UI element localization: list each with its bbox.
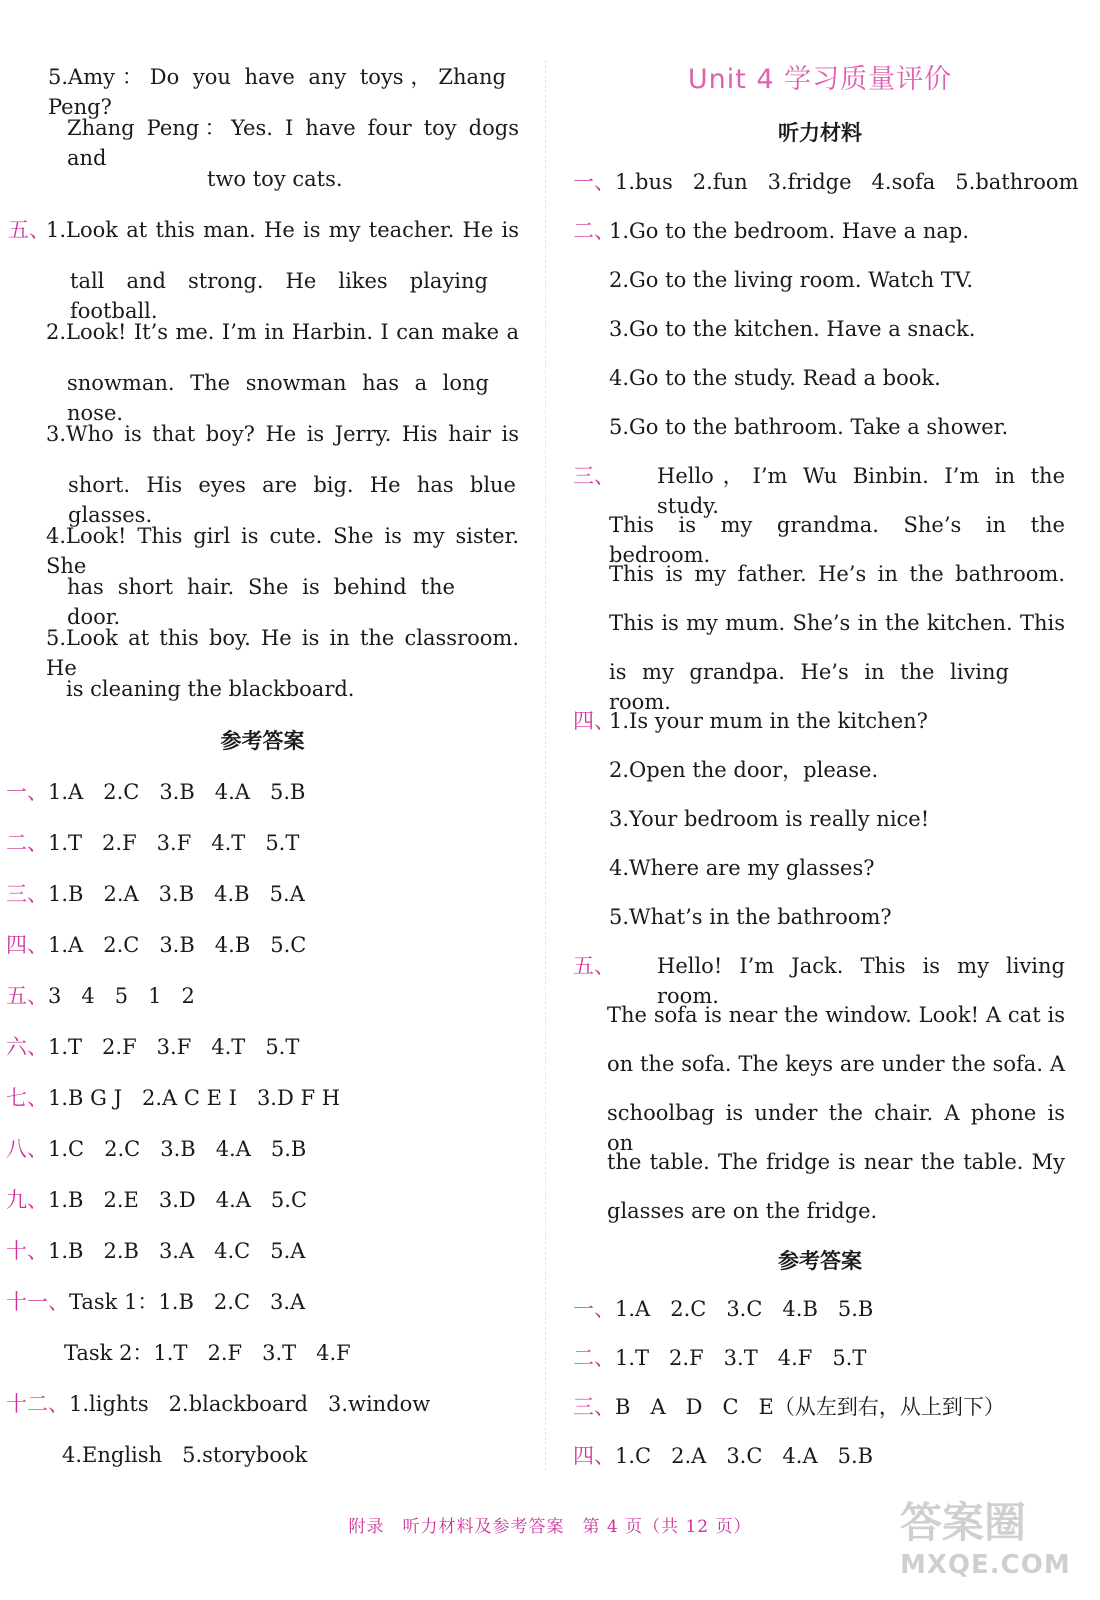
answer-row: 二、1.T 2.F 3.F 4.T 5.T [6, 831, 300, 855]
listening-line: 4.Go to the study. Read a book. [609, 366, 941, 390]
column-divider [545, 60, 546, 1470]
listening-line: 2.Look! It’s me. I’m in Harbin. I can make a [46, 320, 519, 344]
page-footer: 附录 听力材料及参考答案 第 4 页（共 12 页） [348, 1517, 752, 1537]
answer-row: 五、3 4 5 1 2 [6, 984, 195, 1008]
listening-line: 1.Look at this man. He is my teacher. He is [46, 218, 519, 242]
answer-row: 十、1.B 2.B 3.A 4.C 5.A [6, 1239, 306, 1263]
listening-line: schoolbag is under the chair. A phone is on [607, 1101, 1065, 1155]
answer-row: 十一、Task 1：1.B 2.C 3.A [6, 1290, 306, 1314]
answer-row: 一、1.A 2.C 3.C 4.B 5.B [573, 1297, 874, 1321]
listening-line: 5.Go to the bathroom. Take a shower. [609, 415, 1009, 439]
answer-row: 六、1.T 2.F 3.F 4.T 5.T [6, 1035, 300, 1059]
listening-line: This is my father. He’s in the bathroom. [609, 562, 1065, 586]
listening-line: Hello，I’m Wu Binbin. I’m in the study. [657, 464, 1065, 518]
listening-line: 3.Who is that boy? He is Jerry. His hair is [46, 422, 519, 446]
section-label: 四、 [573, 709, 615, 733]
listening-line: snowman. The snowman has a long nose. [67, 371, 489, 425]
listening-line: on the sofa. The keys are under the sofa. A [607, 1052, 1065, 1076]
listening-line: 1.Go to the bedroom. Have a nap. [609, 219, 970, 243]
listening-line: short. His eyes are big. He has blue glasses. [68, 473, 516, 527]
listening-line: 4.Look! This girl is cute. She is my sister. She [46, 524, 519, 578]
listening-line: tall and strong. He likes playing football. [70, 269, 488, 323]
listening-line: 1.Is your mum in the kitchen? [609, 709, 928, 733]
section-label: 五、 [573, 954, 615, 978]
section-label: 二、 [573, 219, 615, 243]
listening-line: the table. The fridge is near the table. My [607, 1150, 1065, 1174]
watermark-logo [900, 1490, 1080, 1590]
answer-row: 四、1.A 2.C 3.B 4.B 5.C [6, 933, 307, 957]
answers-heading: 参考答案 [778, 1249, 862, 1273]
listening-line: is my grandpa. He’s in the living room. [609, 660, 1009, 714]
dialogue-line: two toy cats. [207, 167, 343, 191]
listening-line: is cleaning the blackboard. [66, 677, 355, 701]
listening-line: glasses are on the fridge. [607, 1199, 878, 1223]
listening-line: Hello! I’m Jack. This is my living room. [657, 954, 1065, 1008]
answer-row: Task 2：1.T 2.F 3.T 4.F [64, 1341, 351, 1365]
dialogue-line: Zhang Peng：Yes. I have four toy dogs and [67, 116, 519, 170]
answer-row: 九、1.B 2.E 3.D 4.A 5.C [6, 1188, 308, 1212]
answer-row: 七、1.B G J 2.A C E I 3.D F H [6, 1086, 341, 1110]
answer-row: 十二、1.lights 2.blackboard 3.window [6, 1392, 431, 1416]
answer-row: 三、1.B 2.A 3.B 4.B 5.A [6, 882, 305, 906]
listening-line: 4.Where are my glasses? [609, 856, 875, 880]
answer-row: 四、1.C 2.A 3.C 4.A 5.B [573, 1444, 874, 1468]
listening-line: 3.Your bedroom is really nice! [609, 807, 930, 831]
listening-line: The sofa is near the window. Look! A cat is [607, 1003, 1065, 1027]
answer-row: 一、1.bus 2.fun 3.fridge 4.sofa 5.bathroom [573, 170, 1079, 194]
listening-line: has short hair. She is behind the door. [67, 575, 455, 629]
watermark-text: 答案圈 [900, 1498, 1027, 1547]
section-label: 五、 [8, 218, 50, 242]
unit-title: Unit 4 学习质量评价 [687, 64, 953, 95]
section-label: 三、 [573, 464, 615, 488]
listening-line: 3.Go to the kitchen. Have a snack. [609, 317, 976, 341]
answers-heading: 参考答案 [220, 729, 305, 753]
listening-line: 5.What’s in the bathroom? [609, 905, 892, 929]
answer-row: 三、B A D C E（从左到右，从上到下） [573, 1395, 1005, 1419]
answer-row: 二、1.T 2.F 3.T 4.F 5.T [573, 1346, 867, 1370]
listening-heading: 听力材料 [778, 121, 862, 145]
listening-line: This is my grandma. She’s in the bedroom. [609, 513, 1065, 567]
listening-line: This is my mum. She’s in the kitchen. This [609, 611, 1065, 635]
watermark-url: MXQE.COM [900, 1550, 1071, 1580]
dialogue-line: 5.Amy：Do you have any toys，Zhang Peng? [48, 65, 506, 119]
answer-row: 一、1.A 2.C 3.B 4.A 5.B [6, 780, 306, 804]
answer-row: 八、1.C 2.C 3.B 4.A 5.B [6, 1137, 307, 1161]
listening-line: 2.Open the door，please. [609, 758, 879, 782]
listening-line: 5.Look at this boy. He is in the classroom. He [46, 626, 519, 680]
answer-row: 4.English 5.storybook [62, 1443, 308, 1467]
listening-line: 2.Go to the living room. Watch TV. [609, 268, 974, 292]
